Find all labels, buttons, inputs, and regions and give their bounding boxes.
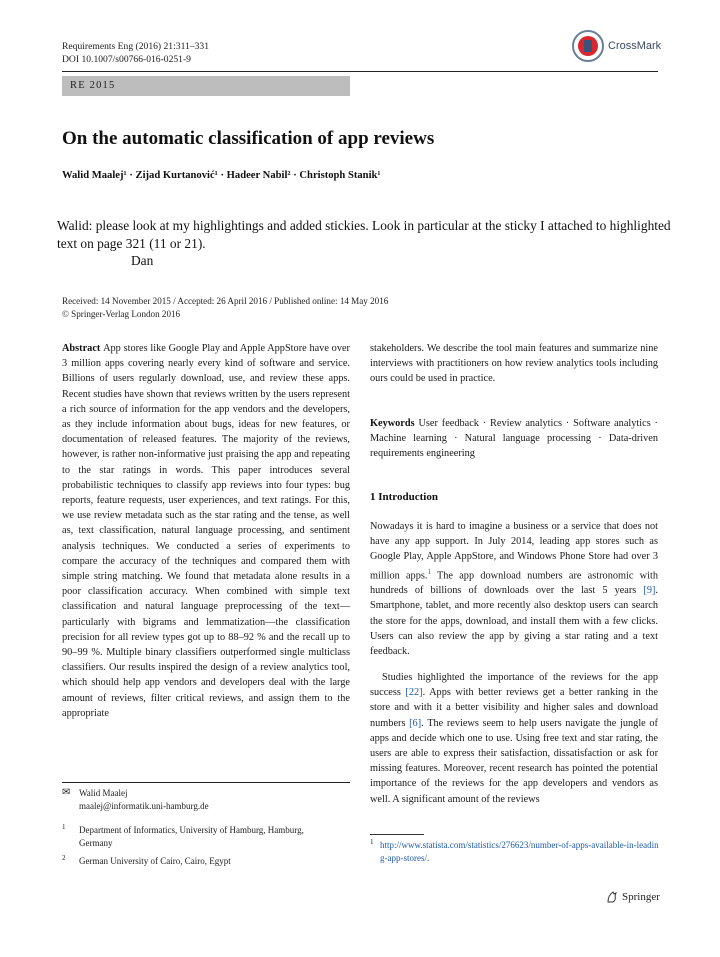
abstract-block <box>62 341 350 721</box>
paper-title: On the automatic classification of app reviews <box>62 128 435 149</box>
keywords-block <box>370 416 658 462</box>
keywords-label: Keywords <box>370 418 419 429</box>
doi-line: DOI 10.1007/s00766-016-0251-9 <box>62 54 191 65</box>
affiliation-1-num: 1 <box>62 823 66 831</box>
affiliation-2 <box>62 855 350 868</box>
section-heading-introduction: 1 Introduction <box>370 491 438 503</box>
intro-p2-text-a: Studies highlighted the importance of the reviews for the app success <box>370 672 658 699</box>
intro-p1-text-c: . Smartphone, tablet, and more recently also desktop users can search the store for the apps, download, and install them with a few clicks. Users can also review the app by giving a star rating and a text feedback. <box>370 585 658 658</box>
copyright-line: © Springer-Verlag London 2016 <box>62 308 181 319</box>
keywords-text: User feedback · Review analytics · Software analytics · Machine learning · Natural language processing · Data-driven requirements engineering <box>370 418 658 460</box>
abstract-label: Abstract <box>62 343 104 354</box>
envelope-icon: ✉ <box>62 787 71 798</box>
abstract-continuation: stakeholders. We describe the tool main features and summarize nine interviews with practitioners on how review analytics tools including ours could be used in practice. <box>370 343 658 385</box>
dates-line: Received: 14 November 2015 / Accepted: 26 April 2016 / Published online: 14 May 2016 <box>62 296 389 306</box>
abstract-text: App stores like Google Play and Apple AppStore have over 3 million apps covering nearly every kind of software and service. Billions of users regularly download, use, and review these apps. Recent studies have shown that reviews written by the users represent a rich source of information for the app vendors and the developers, as they include information about bugs, ideas for new features, or documentation of released features. The majority of the reviews, however, is rather non-informative just praising the app and repeating to the star ratings in words. This paper introduces several probabilistic techniques to classify app reviews into four types: bug reports, feature requests, user experiences, and text ratings. For this, we use review metadata such as the star rating and the tense, as well as, text classification, natural language processing, and sentiment analysis techniques. We conducted a series of experiments to compare the accuracy of the techniques and compared them with simple string matching. We found that metadata alone results in a poor classification accuracy. When combined with simple text classification and natural language preprocessing of the text—particularly with bigrams and lemmatization—the classification precision for all review types got up to 88–92 % and the recall up to 90–99 %. Multiple binary classifiers outperformed single multiclass classifiers. Our results inspired the design of a review analytics tool, which should help app vendors and developers deal with the large amount of reviews, filter critical reviews, and assign them to the appropriate <box>62 343 350 719</box>
affiliation-1-text: Department of Informatics, University of Hamburg, Hamburg, Germany <box>79 825 304 848</box>
header-rule <box>62 71 658 72</box>
citation-6[interactable]: [6] <box>409 717 422 729</box>
footnote-rule <box>370 834 424 835</box>
affiliation-1 <box>62 824 350 849</box>
correspondence-email[interactable]: maalej@informatik.uni-hamburg.de <box>79 800 209 811</box>
intro-p2-text-b: . Apps with better reviews get a better ranking in the store and with it a better visibility and higher sales and download numbers <box>370 687 658 729</box>
intro-p2-text-c: . The reviews seem to help users navigate the jungle of apps and decide which one to use. Using free text and star rating, the users are able to express their satisfaction, dissatisfaction or ask for missing features. Moreover, recent research has pointed the potential importance of the reviews for the app developers and vendors as well. A significant amount of the reviews <box>370 717 658 805</box>
intro-p1-text-b: The app download numbers are astronomic with hundreds of billions of downloads over the last 5 years <box>370 570 658 597</box>
correspondence-name: Walid Maalej <box>79 788 128 798</box>
correspondence-rule <box>62 782 350 783</box>
author-list: Walid Maalej¹ · Zijad Kurtanović¹ · Hadeer Nabil² · Christoph Stanik¹ <box>62 170 381 181</box>
springer-logo <box>605 890 660 904</box>
citation-9[interactable]: [9] <box>643 585 656 597</box>
footnote-1 <box>370 839 660 864</box>
affiliation-2-num: 2 <box>62 854 66 862</box>
crossmark-badge[interactable] <box>572 28 672 64</box>
journal-line: Requirements Eng (2016) 21:311–331 <box>62 41 209 52</box>
footnote-ref-1[interactable]: 1 <box>427 567 431 576</box>
footnote-num: 1 <box>370 838 374 846</box>
citation-22[interactable]: [22] <box>405 687 423 699</box>
intro-paragraph-1 <box>370 519 658 659</box>
intro-p1-text-a: Nowadays it is hard to imagine a business or a service that does not have any app support. In July 2014, leading app stores such as Google Play, Apple AppStore, and Windows Phone Store had over 3 million apps. <box>370 521 658 582</box>
springer-horse-icon <box>605 890 619 904</box>
conference-tag: RE 2015 <box>70 80 116 91</box>
crossmark-icon <box>572 30 604 62</box>
annotation-signature: Dan <box>131 253 154 268</box>
crossmark-label: CrossMark <box>608 40 662 52</box>
correspondence-block <box>62 787 209 812</box>
annotation-message: Walid: please look at my highlightings and added stickies. Look in particular at the sticky I attached to highlighted text on page 321 (11 or 21). <box>57 218 671 251</box>
publication-dates <box>62 295 388 320</box>
intro-paragraph-2 <box>370 670 658 807</box>
publisher-name: Springer <box>622 891 660 903</box>
affiliation-2-text: German University of Cairo, Cairo, Egypt <box>79 856 231 866</box>
footnote-url[interactable]: http://www.statista.com/statistics/276623/number-of-apps-available-in-leading-app-stores/. <box>380 840 659 863</box>
